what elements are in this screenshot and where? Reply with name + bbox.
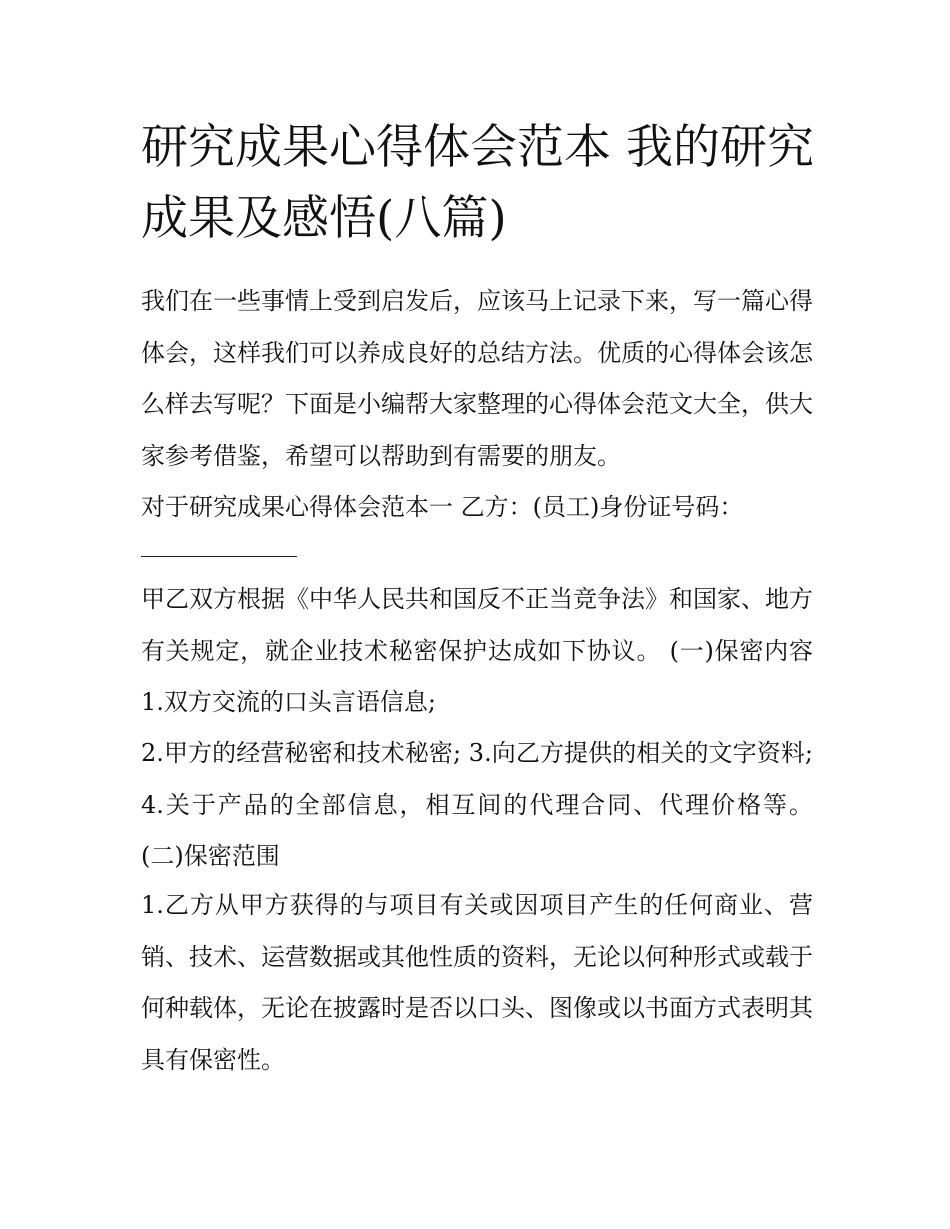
items-paragraph: 2.甲方的经营秘密和技术秘密; 3.向乙方提供的相关的文字资料; 4.关于产品的全部信息，相互间的代理合同、代理价格等。 (二)保密范围 (141, 739, 813, 870)
reference-line: 对于研究成果心得体会范本一 乙方：(员工)身份证号码： (141, 493, 744, 521)
fill-in-blank-line (141, 556, 297, 557)
agreement-paragraph: 甲乙双方根据《中华人民共和国反不正当竞争法》和国家、地方有关规定，就企业技术秘密保护达成如下协议。 (一)保密内容 1.双方交流的口头言语信息; (141, 585, 813, 716)
intro-paragraph: 我们在一些事情上受到启发后，应该马上记录下来，写一篇心得体会，这样我们可以养成良好的总结方法。优质的心得体会该怎么样去写呢？下面是小编帮大家整理的心得体会范文大全，供大家参考借鉴，希望可以帮助到有需要的朋友。 (141, 287, 813, 470)
scope-paragraph: 1.乙方从甲方获得的与项目有关或因项目产生的任何商业、营销、技术、运营数据或其他性质的资料，无论以何种形式或载于何种载体，无论在披露时是否以口头、图像或以书面方式表明其具有保密性。 (141, 891, 813, 1074)
document-title: 研究成果心得体会范本 我的研究成果及感悟(八篇) (141, 120, 814, 246)
